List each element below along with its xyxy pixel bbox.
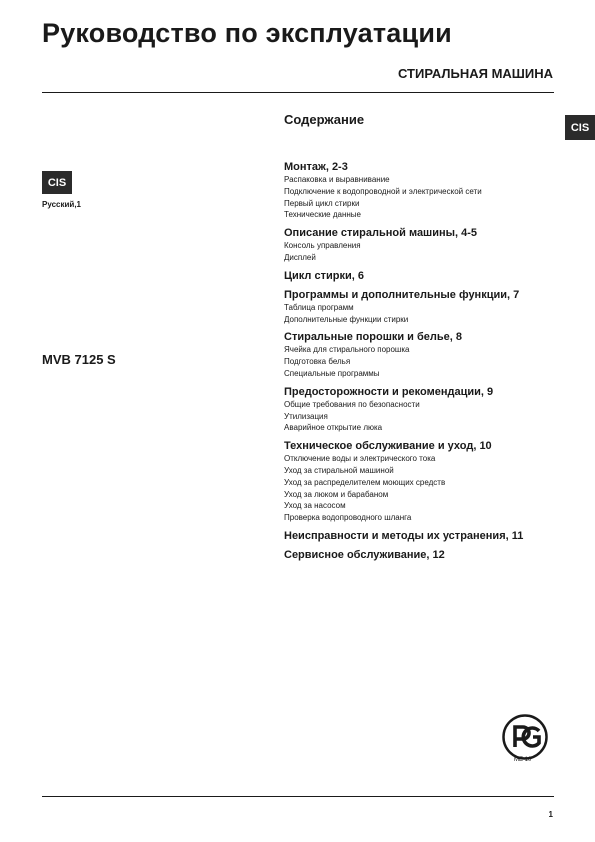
- toc-item[interactable]: Ячейка для стирального порошка: [284, 345, 410, 355]
- toc-item[interactable]: Отключение воды и электрического тока: [284, 454, 436, 464]
- toc-section: [284, 548, 554, 562]
- toc-section-title[interactable]: Предосторожности и рекомендации, 9: [284, 385, 494, 398]
- toc-item[interactable]: Распаковка и выравнивание: [284, 175, 390, 184]
- table-of-contents: [284, 160, 554, 567]
- toc-item[interactable]: Дополнительные функции стирки: [284, 314, 409, 324]
- region-badge: CIS: [42, 171, 72, 194]
- toc-item[interactable]: Специальные программы: [284, 368, 380, 378]
- toc-item[interactable]: Общие требования по безопасности: [284, 399, 420, 409]
- toc-item[interactable]: Подготовка белья: [284, 357, 351, 367]
- toc-section: [284, 385, 554, 434]
- footer-divider: [42, 796, 554, 797]
- toc-section: [284, 288, 554, 326]
- toc-item[interactable]: Подключение к водопроводной и электрической сети: [284, 186, 482, 196]
- toc-item[interactable]: Утилизация: [284, 411, 328, 421]
- document-subtitle: СТИРАЛЬНАЯ МАШИНА: [397, 66, 553, 81]
- toc-section: [284, 226, 554, 264]
- toc-section: [284, 439, 554, 524]
- toc-section-title[interactable]: Цикл стирки, 6: [284, 269, 364, 282]
- toc-heading: Содержание: [284, 112, 365, 127]
- certification-mark-icon: [501, 713, 549, 761]
- toc-item[interactable]: Консоль управления: [284, 241, 361, 251]
- header-divider: [42, 92, 554, 93]
- page-title: Руководство по эксплуатации: [42, 18, 452, 48]
- model-name: MVB 7125 S: [42, 352, 116, 367]
- toc-section-title[interactable]: Техническое обслуживание и уход, 10: [284, 440, 492, 453]
- toc-item[interactable]: Дисплей: [284, 252, 316, 262]
- toc-item[interactable]: Таблица программ: [284, 302, 354, 312]
- region-tab[interactable]: CIS: [565, 115, 595, 140]
- toc-section: [284, 269, 554, 283]
- toc-section-title[interactable]: Монтаж, 2-3: [284, 161, 348, 173]
- toc-item[interactable]: Уход за стиральной машиной: [284, 465, 394, 475]
- language-label: Русский,1: [42, 200, 81, 209]
- toc-section: [284, 330, 554, 379]
- toc-item[interactable]: Уход за насосом: [284, 501, 346, 511]
- toc-section: [284, 529, 554, 543]
- toc-item[interactable]: Первый цикл стирки: [284, 198, 360, 208]
- toc-item[interactable]: Уход за люком и барабаном: [284, 489, 389, 499]
- toc-item[interactable]: Аварийное открытие люка: [284, 423, 383, 433]
- page-number: 1: [548, 810, 553, 819]
- toc-section-title[interactable]: Описание стиральной машины, 4-5: [284, 227, 478, 240]
- toc-section-title[interactable]: Сервисное обслуживание, 12: [284, 548, 445, 561]
- toc-item[interactable]: Проверка водопроводного шланга: [284, 513, 412, 523]
- toc-section-title[interactable]: Программы и дополнительные функции, 7: [284, 288, 520, 301]
- toc-section-title[interactable]: Стиральные порошки и белье, 8: [284, 331, 463, 344]
- toc-section-title[interactable]: Неисправности и методы их устранения, 11: [284, 529, 524, 542]
- toc-section: [284, 160, 554, 221]
- toc-item[interactable]: Технические данные: [284, 210, 362, 220]
- toc-item[interactable]: Уход за распределителем моющих средств: [284, 477, 446, 487]
- certification-code: ME 10: [514, 757, 532, 763]
